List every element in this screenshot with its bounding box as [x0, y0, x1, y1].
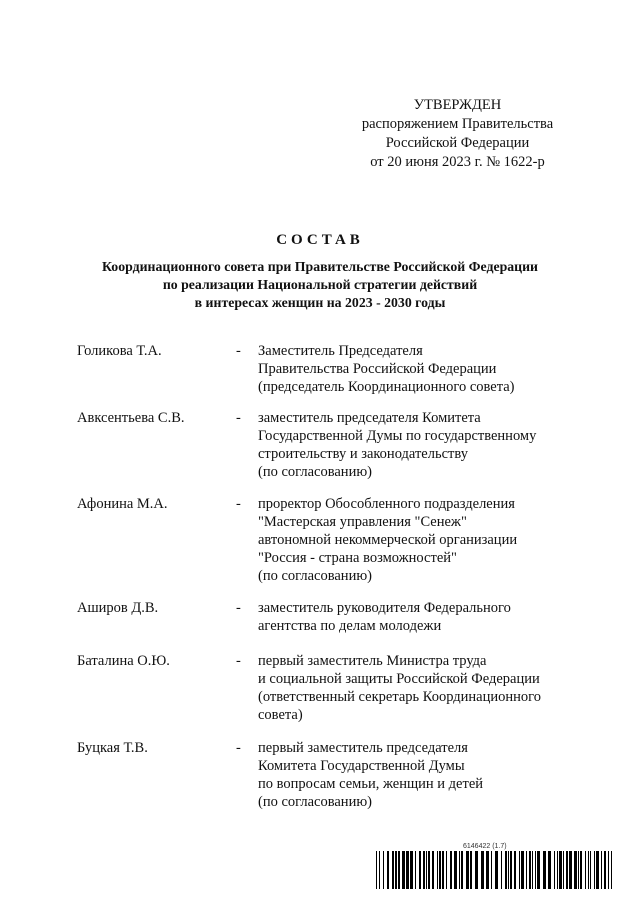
subtitle-line-2: по реализации Национальной стратегии действий [162, 277, 478, 292]
member-role-line: (по согласованию) [258, 794, 372, 810]
member-row [0, 342, 640, 409]
member-role-line: "Мастерская управления "Сенеж" [258, 514, 467, 530]
member-role-line: (по согласованию) [258, 464, 372, 480]
member-role-line: первый заместитель Министра труда [258, 653, 487, 669]
member-role-line: автономной некоммерческой организации [258, 532, 518, 548]
barcode-bars [375, 851, 613, 889]
member-row [0, 652, 640, 739]
member-role-line: (ответственный секретарь Координационного [258, 689, 541, 705]
member-role-line: агентства по делам молодежи [258, 618, 442, 634]
member-role [258, 739, 640, 811]
member-row [0, 599, 640, 652]
member-role-line: совета) [258, 707, 303, 723]
member-row [0, 495, 640, 599]
barcode-code: 6146422 (1.7) [463, 843, 507, 850]
approval-line-3: Российской Федерации [385, 135, 530, 151]
member-role-line: "Россия - страна возможностей" [258, 550, 457, 566]
member-role-line: (председатель Координационного совета) [258, 379, 515, 395]
member-row [0, 739, 640, 815]
member-role-line: заместитель председателя Комитета [258, 410, 481, 426]
member-row [0, 409, 640, 495]
member-dash: - [236, 740, 241, 756]
approval-line-2: распоряжением Правительства [361, 116, 554, 132]
approval-stamp [340, 96, 575, 172]
member-role-line: Государственной Думы по государственному [258, 428, 537, 444]
member-name: Авксентьева С.В. [77, 410, 185, 426]
members-list [0, 342, 640, 815]
subtitle-line-3: в интересах женщин на 2023 - 2030 годы [194, 295, 446, 310]
member-dash: - [236, 600, 241, 616]
member-dash: - [236, 653, 241, 669]
approval-line-4: от 20 июня 2023 г. № 1622-р [370, 154, 545, 170]
subtitle-line-1: Координационного совета при Правительстве Российской Федерации [101, 259, 538, 274]
member-name: Афонина М.А. [77, 496, 168, 512]
member-dash: - [236, 343, 241, 359]
member-role [258, 652, 640, 724]
member-dash: - [236, 496, 241, 512]
member-role [258, 409, 640, 481]
member-role-line: Правительства Российской Федерации [258, 361, 497, 377]
member-role-line: проректор Обособленного подразделения [258, 496, 515, 512]
member-role [258, 495, 640, 585]
member-role-line: и социальной защиты Российской Федерации [258, 671, 540, 687]
member-role-line: строительству и законодательству [258, 446, 468, 462]
document-title: СОСТАВ [276, 232, 364, 248]
member-name: Голикова Т.А. [77, 343, 162, 359]
member-name: Баталина О.Ю. [77, 653, 170, 669]
member-role-line: (по согласованию) [258, 568, 372, 584]
member-role [258, 599, 640, 635]
member-role-line: Заместитель Председателя [258, 343, 423, 359]
member-dash: - [236, 410, 241, 426]
document-subtitle [60, 258, 580, 312]
member-role [258, 342, 640, 396]
member-role-line: по вопросам семьи, женщин и детей [258, 776, 484, 792]
member-name: Аширов Д.В. [77, 600, 159, 616]
member-name: Буцкая Т.В. [77, 740, 148, 756]
member-role-line: первый заместитель председателя [258, 740, 468, 756]
member-role-line: заместитель руководителя Федерального [258, 600, 511, 616]
barcode-block [375, 842, 613, 889]
barcode-image [375, 851, 613, 889]
member-role-line: Комитета Государственной Думы [258, 758, 465, 774]
approval-line-1: УТВЕРЖДЕН [413, 97, 502, 113]
